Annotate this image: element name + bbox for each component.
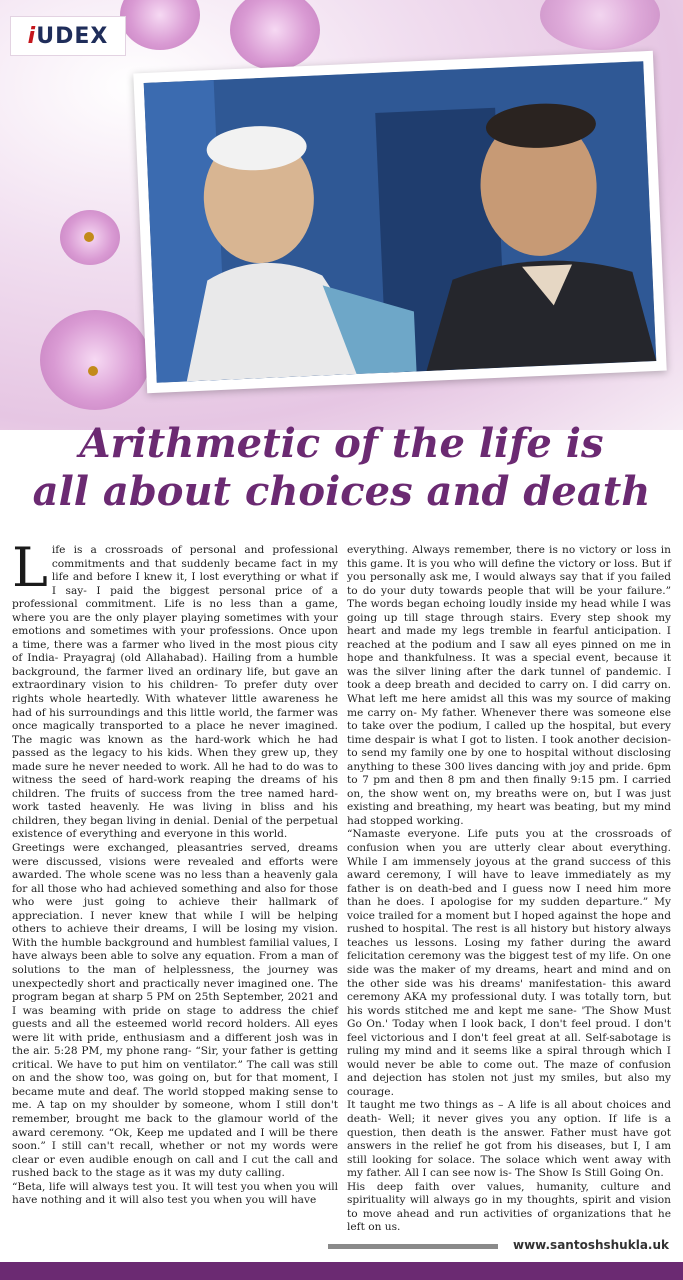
paragraph-text: ife is a crossroads of personal and professional commitments and that suddenly became fact in my life and before I knew it, I lost everything or what if I say- I paid the biggest personal price of a professional commitment. Life is no less than a game, where you are the only player playing sometimes with your emotions and sometimes with your professions. Once upon a time, there was a farmer who lived in the most pious city of India- Prayagraj (old Allahabad). Hailing from a humble background, the farmer lived an ordinary life, but gave an extraordinary vision to his children- To prefer duty over rights whole heartedly. With whatever little awareness he had of his surroundings and this little world, the farmer was once magically transported to a place he never imagined. The magic was known as the hard-work which he had passed as the legacy to his kids. When they grew up, they made sure he never needed to work. All he had to do was to witness the seed of hard-work reaping the dreams of his children. The fruits of success from the tree named hard-work tasted heavenly. He was living in bliss and his children, they began living in denial. Denial of the perpetual existence of everything and everyone in this world. xyxy=(12,544,338,841)
flower-decoration xyxy=(120,0,200,50)
flower-center xyxy=(88,366,98,376)
headline xyxy=(0,420,683,516)
article-paragraph: It taught me two things as – A life is all about choices and death- Well; it never gives you any option. If life is a question, then death is the answer. Father must have got answers in the relief he got from his diseases, but I, I am still looking for solace. The solace which went away with my father. All I can see now is- The Show Is Still Going On. xyxy=(347,1099,671,1180)
photo xyxy=(144,61,657,383)
article-column-right xyxy=(347,544,671,1235)
footer-website-link[interactable]: www.santoshshukla.uk xyxy=(513,1238,669,1252)
headline-line-1: Arithmetic of the life is xyxy=(79,420,604,467)
flower-decoration xyxy=(230,0,320,70)
photo-illustration xyxy=(144,61,657,383)
article-paragraph: “Namaste everyone. Life puts you at the crossroads of confusion when you are utterly clear about everything. While I am immensely joyous at the grand success of this award ceremony, I will have to leave immediately as my father is on death-bed and I guess now I need him more than he does. I apologise for my sudden departure.” My voice trailed for a moment but I hoped against the hope and rushed to hospital. The rest is all history but history always teaches us lessons. Losing my father during the award felicitation ceremony was the biggest test of my life. On one side was the maker of my dreams, heart and mind and on the other side was his dreams' manifestation- this award ceremony AKA my professional duty. I was totally torn, but his words stitched me and kept me sane- 'The Show Must Go On.' Today when I look back, I don't feel proud. I don't feel victorious and I don't feel great at all. Self-sabotage is ruling my mind and it seems like a spiral through which I would never be able to come out. The maze of confusion and dejection has stolen not just my smiles, but also my courage. xyxy=(347,828,671,1098)
flower-decoration xyxy=(40,310,150,410)
hero-banner xyxy=(0,0,683,430)
brand-logo xyxy=(10,16,126,56)
logo-text: UDEX xyxy=(36,23,109,49)
photo-frame xyxy=(133,51,666,393)
article-paragraph: everything. Always remember, there is no victory or loss in this game. It is you who will define the victory or loss. But if you personally ask me, I would always say that if you failed to do your duty towards people that will be your failure.” The words began echoing loudly inside my head while I was going up till stage through stairs. Every step shook my heart and made my legs tremble in fearful anticipation. I reached at the podium and I saw all eyes pinned on me in hope and thankfulness. It was a special event, because it was the silver lining after the dark tunnel of pandemic. I took a deep breath and decided to carry on. I did carry on. What left me here amidst all this was my source of making me carry on- My father. Whenever there was someone else to take over the podium, I called up the hospital, but every time despair is what I got to listen. I took another decision- to send my family one by one to hospital without disclosing anything to these 300 lives dancing with joy and pride. 6pm to 7 pm and then 8 pm and then finally 9:15 pm. I carried on, the show went on, my breaths were on, but I was just existing and breathing, my heart was beating, but my mind had stopped working. xyxy=(347,544,671,827)
article-paragraph: Greetings were exchanged, pleasantries served, dreams were discussed, visions were revealed and efforts were awarded. The whole scene was no less than a heavenly gala for all those who had achieved something and also for those who were just going to achieve their hallmark of appreciation. I never knew that while I will be helping others to achieve their dreams, I will be losing my vision. With the humble background and humblest familial values, I have always been able to solve any equation. From a man of solutions to the man of helplessness, the journey was unexpectedly short and practically never imagined one. The program began at sharp 5 PM on 25th September, 2021 and I was beaming with pride on stage to address the chief guests and all the esteemed world record holders. All eyes were lit with pride, enthusiasm and a different josh was in the air. 5:28 PM, my phone rang- “Sir, your father is getting critical. We have to put him on ventilator.” The call was still on and the show too, was going on, but for that moment, I became mute and deaf. The world stopped making sense to me. A tap on my shoulder by someone, whom I still don't remember, brought me back to the glamour world of the award ceremony. “Ok, Keep me updated and I will be there soon.” I still can't recall, whether or not my words were clear or even audible enough on call and I cut the call and rushed back to the stage as it was my duty calling. xyxy=(12,842,338,1180)
bottom-band xyxy=(0,1262,683,1280)
article-column-left xyxy=(12,536,338,1208)
article-paragraph xyxy=(12,536,338,842)
dropcap: L xyxy=(12,536,48,599)
article-paragraph: “Beta, life will always test you. It will test you when you will have nothing and it will also test you when you will have xyxy=(12,1180,338,1207)
flower-center xyxy=(84,232,94,242)
footer-divider xyxy=(328,1244,498,1249)
flower-decoration xyxy=(540,0,660,50)
logo-letter-i: i xyxy=(27,23,37,49)
article-paragraph: His deep faith over values, humanity, culture and spirituality will always go in my thoughts, spirit and vision to move ahead and run activities of organizations that he left on us. xyxy=(347,1180,671,1234)
headline-line-2: all about choices and death xyxy=(32,468,651,515)
